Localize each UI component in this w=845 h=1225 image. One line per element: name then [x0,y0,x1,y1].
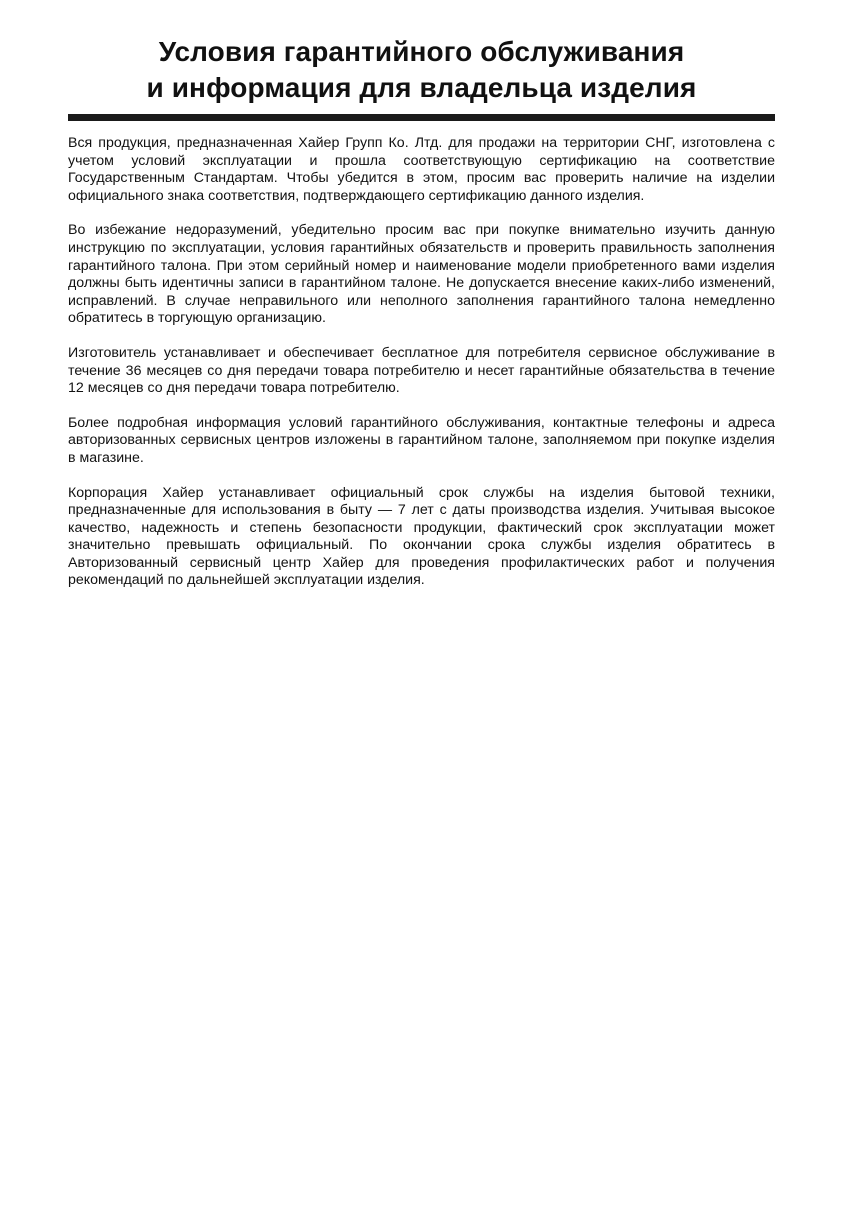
document-body [68,135,775,590]
paragraph-service-life: Корпорация Хайер устанавливает официальный срок службы на изделия бытовой техники, предназначенные для использования в быту — 7 лет с даты производства изделия. Учитывая высокое качество, надежность и степень безопасности продукции, фактический срок эксплуатации может значительно превышать официальный. По окончании срока службы изделия обратитесь в Авторизованный сервисный центр Хайер для проведения профилактических работ и получения рекомендаций по дальнейшей эксплуатации изделия. [68,484,775,589]
title-divider [68,114,775,121]
title-line-2: и информация для владельца изделия [146,72,697,103]
paragraph-certification: Вся продукция, предназначенная Хайер Групп Ко. Лтд. для продажи на территории СНГ, изготовлена с учетом условий эксплуатации и прошла соответствующую сертификацию на соответствие Государственным Стандартам. Чтобы убедится в этом, просим вас проверить наличие на изделии официального знака соответствия, подтверждающего сертификацию данного изделия. [68,135,775,204]
page-title [68,34,775,106]
title-line-1: Условия гарантийного обслуживания [158,36,685,67]
document-page [68,34,775,607]
paragraph-service-terms: Изготовитель устанавливает и обеспечивает бесплатное для потребителя сервисное обслуживание в течение 36 месяцев со дня передачи товара потребителю и несет гарантийные обязательства в течение 12 месяцев со дня передачи товара потребителю. [68,344,775,397]
paragraph-service-centers: Более подробная информация условий гарантийного обслуживания, контактные телефоны и адреса авторизованных сервисных центров изложены в гарантийном талоне, заполняемом при покупке изделия в магазине. [68,414,775,466]
paragraph-warranty-card: Во избежание недоразумений, убедительно просим вас при покупке внимательно изучить данную инструкцию по эксплуатации, условия гарантийных обязательств и проверить правильность заполнения гарантийного талона. При этом серийный номер и наименование модели приобретенного вами изделия должны быть идентичны записи в гарантийном талоне. Не допускается внесение каких-либо изменений, исправлений. В случае неправильного или неполного заполнения гарантийного талона немедленно обратитесь в торгующую организацию. [68,222,775,327]
